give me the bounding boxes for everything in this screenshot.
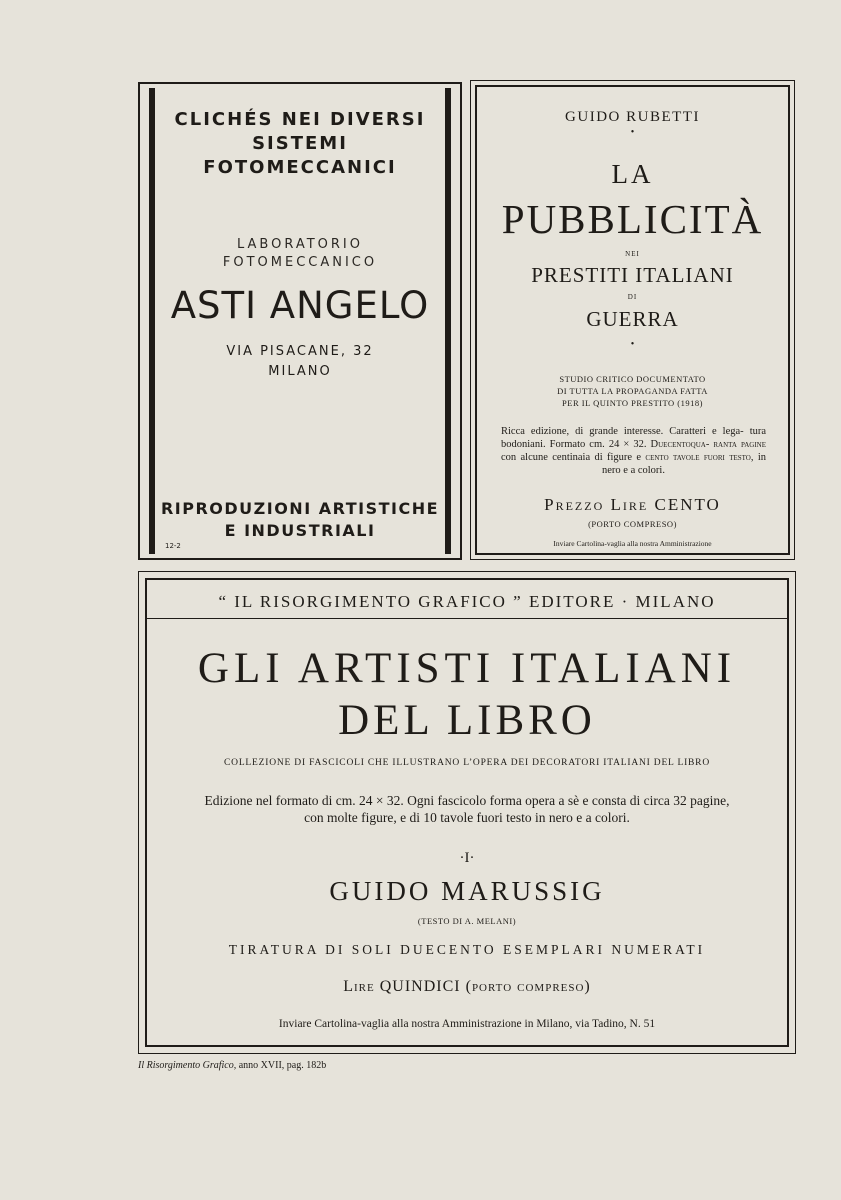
book-order-note: Inviare Cartolina-vaglia alla nostra Amministrazione <box>553 539 712 548</box>
desc-part-3b: con alcune centinaia di figure e <box>501 452 642 463</box>
ad-left-footer <box>155 498 445 542</box>
ad-right-inner-frame <box>475 85 790 555</box>
ad-left-code: 12-2 <box>165 542 181 550</box>
headline-line-1: CLICHÉS NEI DIVERSI <box>174 109 426 130</box>
book-title-di: DI <box>627 293 638 301</box>
price-value: CENTO <box>654 495 721 514</box>
print-run: TIRATURA DI SOLI DUECENTO ESEMPLARI NUMERATI <box>228 942 706 957</box>
book-title-nei: NEI <box>625 250 640 258</box>
edition-line-1: Edizione nel formato di cm. 24 × 32. Ogni fascicolo forma opera a sè e consta di circa 32 pagine, <box>204 793 730 808</box>
address-street: VIA PISACANE, 32 <box>226 344 374 359</box>
book-title-guerra: GUERRA <box>586 307 679 331</box>
study-line-1: STUDIO CRITICO DOCUMENTATO <box>559 374 706 384</box>
ad-asti-angelo <box>138 82 462 560</box>
desc-part-4b: in nero e a colori. <box>602 452 766 476</box>
volume-price <box>147 978 787 996</box>
caption-details: anno XVII, pag. 182b <box>238 1060 327 1071</box>
price-label: Prezzo Lire <box>544 495 649 514</box>
volume-author: (TESTO DI A. MELANI) <box>417 916 517 926</box>
desc-part-2b: Duecentoqua- <box>650 439 710 450</box>
publisher-line: “ IL RISORGIMENTO GRAFICO ” EDITORE · MILANO <box>218 592 716 611</box>
publisher-divider <box>147 618 787 619</box>
book-title-prestiti: PRESTITI ITALIANI <box>531 263 734 287</box>
volume-order-note: Inviare Cartolina-vaglia alla nostra Amministrazione in Milano, via Tadino, N. 51 <box>278 1018 656 1030</box>
study-line-2: DI TUTTA LA PROPAGANDA FATTA <box>557 386 708 396</box>
book-title-la: LA <box>611 159 654 189</box>
ad-bottom-inner-frame <box>145 578 789 1047</box>
lab-line-1: LABORATORIO <box>236 237 364 252</box>
ad-left-lab <box>155 236 445 272</box>
headline-line-2: SISTEMI FOTOMECCANICI <box>203 133 397 178</box>
series-edition <box>147 792 787 826</box>
book-author: GUIDO RUBETTI <box>565 109 700 125</box>
bullet-2: • <box>630 339 635 350</box>
lab-line-2: FOTOMECCANICO <box>222 255 378 270</box>
address-city: MILANO <box>268 364 332 379</box>
book-porto: (PORTO COMPRESO) <box>588 519 677 529</box>
ad-pubblicita-book <box>470 80 795 560</box>
desc-part-3c: cento <box>645 452 669 463</box>
study-line-3: PER IL QUINTO PRESTITO (1918) <box>562 398 703 408</box>
volume-artist: GUIDO MARUSSIG <box>329 876 605 906</box>
ad-left-company-name: ASTI ANGELO <box>170 284 430 327</box>
series-title-1: GLI ARTISTI ITALIANI <box>197 645 737 692</box>
book-study-description <box>477 373 788 409</box>
bullet-1: • <box>630 127 635 138</box>
footer-line-1: RIPRODUZIONI ARTISTICHE <box>160 499 440 518</box>
series-collection: COLLEZIONE DI FASCICOLI CHE ILLUSTRANO L’OPERA DEI DECORATORI ITALIANI DEL LIBRO <box>224 758 710 768</box>
ad-left-inner-frame <box>149 88 451 554</box>
book-title-main: PUBBLICITÀ <box>501 196 764 242</box>
ad-left-headline <box>155 108 445 180</box>
edition-line-2: con molte figure, e di 10 tavole fuori testo in nero e a colori. <box>304 810 630 825</box>
book-edition-description <box>501 425 766 477</box>
desc-part-4a: tavole fuori testo, <box>672 452 754 463</box>
volume-number: ·I· <box>459 850 475 866</box>
desc-part-3a: ranta pagine <box>713 439 767 450</box>
footer-line-2: E INDUSTRIALI <box>224 521 376 540</box>
series-title-2: DEL LIBRO <box>338 697 596 744</box>
volume-price-label: Lire <box>343 978 375 995</box>
book-price <box>477 495 788 515</box>
ad-left-address <box>155 342 445 382</box>
ad-artisti-italiani <box>138 571 796 1054</box>
caption-journal: Il Risorgimento Grafico, <box>138 1060 237 1071</box>
page-caption <box>138 1060 326 1071</box>
desc-part-1: Ricca edizione, di grande interesse. Caratteri e lega- <box>501 426 744 437</box>
volume-price-note: (porto compreso) <box>465 978 591 995</box>
volume-price-value: QUINDICI <box>379 978 461 995</box>
desc-part-2: tura bodoniani. Formato cm. 24 × 32. <box>501 426 767 450</box>
